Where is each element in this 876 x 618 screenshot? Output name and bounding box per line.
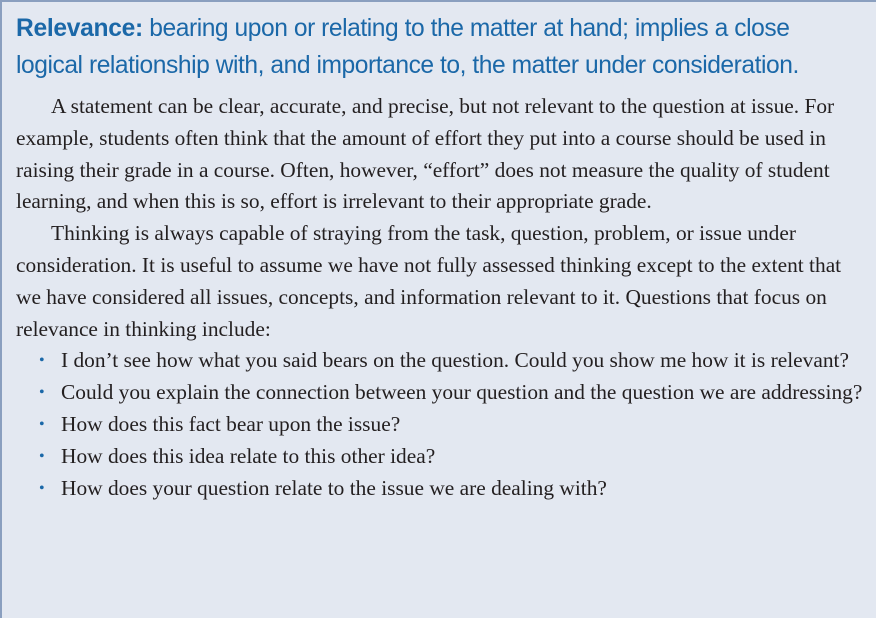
bullet-icon: • [39, 447, 45, 465]
list-item [16, 345, 868, 377]
list-item [16, 377, 868, 409]
bullet-icon: • [39, 352, 45, 370]
question-text: I don’t see how what you said bears on the question. Could you show me how it is relevant? [61, 348, 849, 373]
list-item [16, 473, 868, 505]
definition-text-line-2: logical relationship with, and importance to, the matter under consideration. [16, 52, 799, 79]
question-text: How does this fact bear upon the issue? [61, 411, 401, 436]
question-text: Could you explain the connection between your question and the question we are addressing? [61, 380, 863, 405]
paragraph-effort: A statement can be clear, accurate, and precise, but not relevant to the question at issue. For example, students often think that the amount of effort they put into a course should be used in raising their grade in a course. Often, however, “effort” does not measure the quality of student learning, and when this is so, effort is irrelevant to their appropriate grade. [16, 94, 835, 214]
question-text: How does this idea relate to this other idea? [61, 443, 436, 468]
definition-term: Relevance: [16, 15, 143, 42]
bullet-icon: • [39, 384, 45, 402]
bullet-icon: • [39, 479, 45, 497]
bullet-icon: • [39, 415, 45, 433]
definition-heading [16, 10, 866, 84]
relevance-questions-list [16, 345, 868, 504]
list-item [16, 441, 868, 473]
paragraph-thinking: Thinking is always capable of straying from the task, question, problem, or issue under consideration. It is useful to assume we have not fully assessed thinking except to the extent that we have considered all issues, concepts, and information relevant to it. Questions that focus on relevance in thinking include: [16, 221, 842, 341]
body-text [16, 91, 868, 504]
list-item [16, 409, 868, 441]
definition-text-line-1: bearing upon or relating to the matter at hand; implies a close [149, 15, 790, 42]
question-text: How does your question relate to the issue we are dealing with? [61, 475, 607, 500]
